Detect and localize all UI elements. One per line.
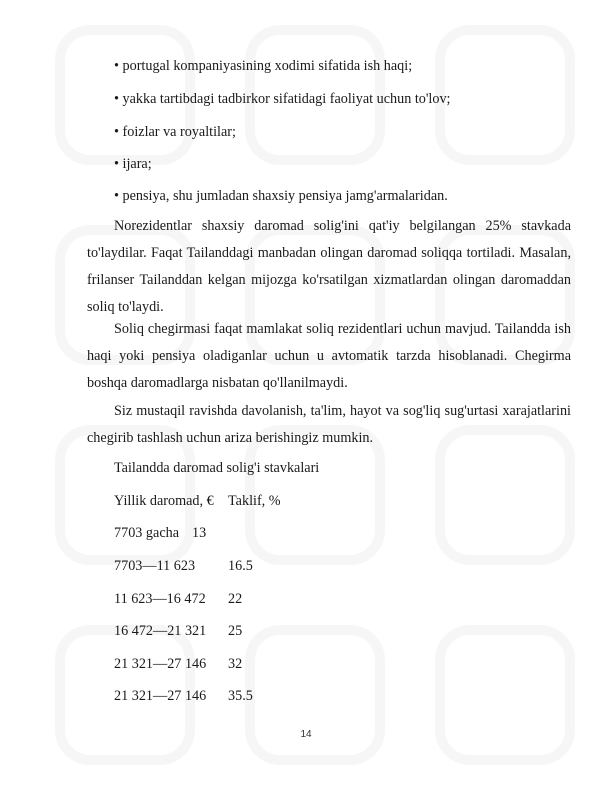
bullet-item: • foizlar va royaltilar; [114, 124, 236, 140]
table-cell-income: 16 472—21 321 [114, 623, 207, 639]
table-cell-rate: 25 [228, 623, 243, 639]
table-cell-rate: 16.5 [228, 558, 253, 574]
table-cell-income: 21 321—27 146 [114, 656, 207, 672]
bullet-item: • yakka tartibdagi tadbirkor sifatidagi faoliyat uchun to'lov; [114, 91, 451, 107]
table-cell-income: 21 321—27 146 [114, 688, 207, 704]
page-number: 14 [300, 729, 312, 740]
paragraph-tax-deduction: Soliq chegirmasi faqat mamlakat soliq rezidentlari uchun mavjud. Tailandda ish haqi yoki pensiya oladiganlar uchun u avtomatik tarzda hisoblanadi. Chegirma boshqa daromadlarga nisbatan qo'llanilmaydi. [87, 321, 571, 391]
table-cell-rate: 22 [228, 591, 243, 607]
table-cell-income: 7703 gacha [114, 525, 180, 541]
table-cell-rate: 13 [192, 525, 207, 541]
paragraph-expenses: Siz mustaqil ravishda davolanish, ta'lim, hayot va sog'liq sug'urtasi xarajatlarini chegirib tashlash uchun ariza berishingiz mumkin. [87, 403, 571, 446]
paragraph-nonresidents: Norezidentlar shaxsiy daromad solig'ini qat'iy belgilangan 25% stavkada to'laydilar. Faqat Tailanddagi manbadan olingan daromad soliqqa tortiladi. Masalan, frilanser Tailanddan kelgan mijozga ko'rsatilgan xizmatlardan olingan daromaddan soliq to'laydi. [87, 218, 571, 315]
table-cell-rate: 35.5 [228, 688, 253, 704]
table-header-income: Yillik daromad, € [114, 493, 214, 509]
bullet-item: • portugal kompaniyasining xodimi sifatida ish haqi; [114, 58, 413, 74]
table-cell-income: 11 623—16 472 [114, 591, 206, 607]
table-cell-income: 7703—11 623 [114, 558, 196, 574]
bullet-item: • pensiya, shu jumladan shaxsiy pensiya jamg'armalaridan. [114, 188, 448, 204]
bullet-item: • ijara; [114, 156, 152, 172]
table-header-rate: Taklif, % [228, 493, 281, 509]
table-title: Tailandda daromad solig'i stavkalari [114, 460, 320, 476]
table-cell-rate: 32 [228, 656, 243, 672]
